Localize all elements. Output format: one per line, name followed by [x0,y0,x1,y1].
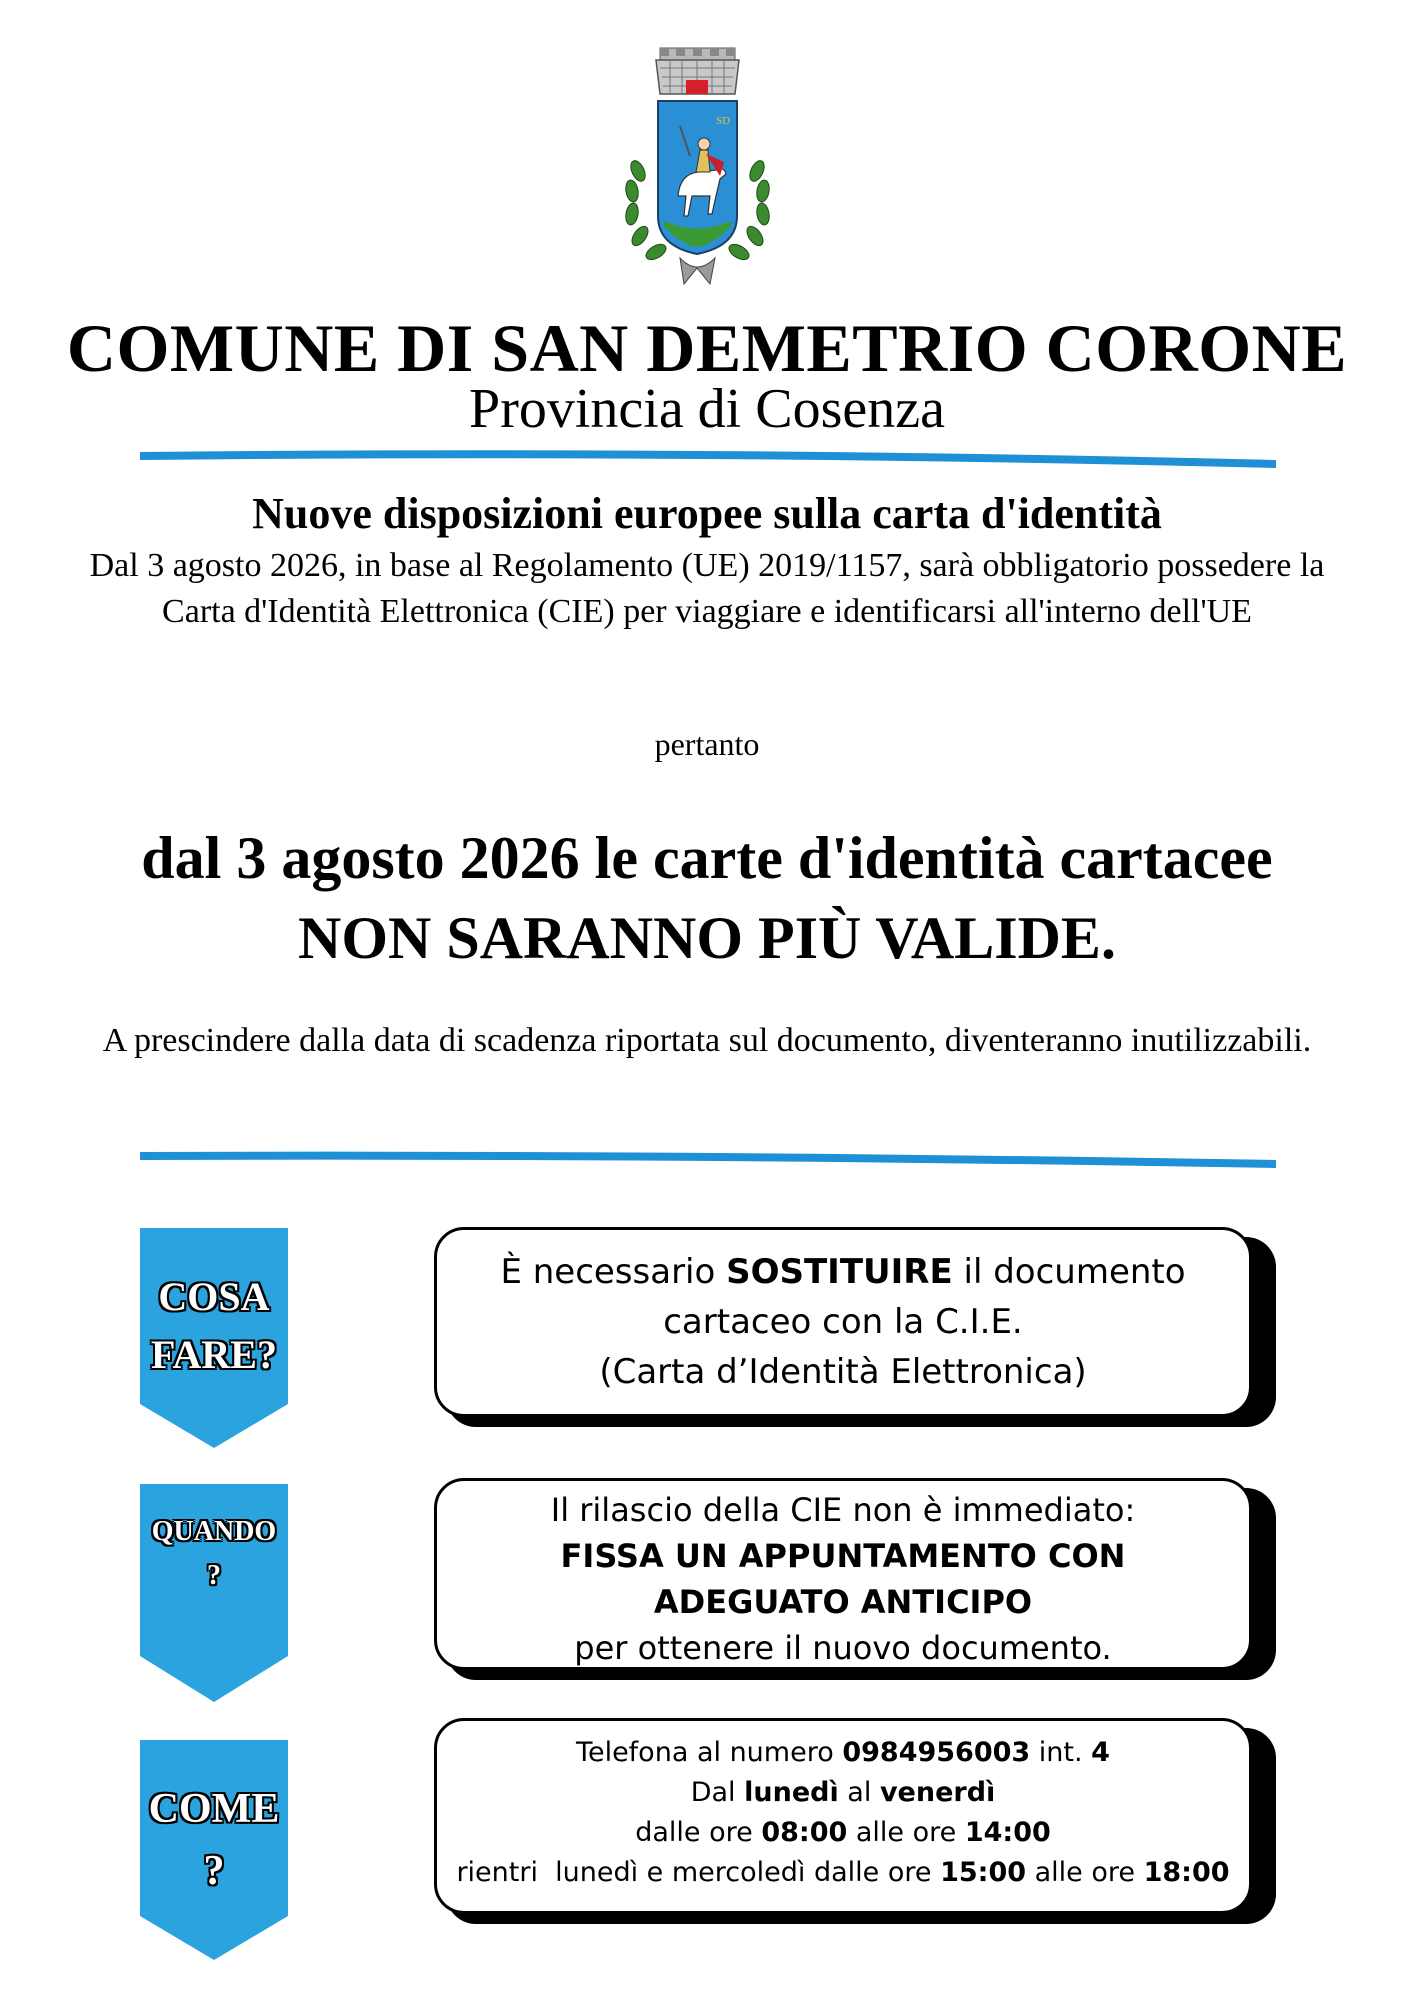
card-line: (Carta d’Identità Elettronica) [599,1352,1087,1392]
returns-line: rientri lunedì e mercoledì dalle ore 15:00 alle ore 18:00 [456,1857,1230,1888]
come-card [434,1718,1252,1914]
come-tag [140,1740,288,1960]
cosa-fare-tag [140,1228,288,1448]
card-line: cartaceo con la C.I.E. [663,1302,1023,1342]
headline [0,818,1414,978]
tag-line-2: FARE? [151,1332,277,1377]
middle-divider [140,1148,1276,1172]
quando-tag [140,1484,288,1702]
card-line: ADEGUATO ANTICIPO [653,1583,1033,1621]
tag-line-1: COME [148,1786,280,1832]
tag-line-2: ? [207,1560,221,1591]
tag-line-1: COSA [158,1274,270,1319]
headline-line-1: dal 3 agosto 2026 le carte d'identità cartacee [141,825,1273,891]
validity-note: A prescindere dalla data di scadenza riportata sul documento, diventeranno inutilizzabili. [102,1022,1312,1059]
phone-line: Telefona al numero 0984956003 int. 4 [576,1737,1110,1768]
section-title: Nuove disposizioni europee sulla carta d'identità [252,489,1162,538]
page-subtitle: Provincia di Cosenza [469,378,945,440]
card-line: Il rilascio della CIE non è immediato: [550,1491,1136,1529]
top-divider [140,446,1276,470]
days-line: Dal lunedì al venerdì [690,1777,996,1808]
coat-of-arms-icon [620,46,775,291]
card-line: FISSA UN APPUNTAMENTO CON [560,1537,1126,1575]
intro-text: Dal 3 agosto 2026, in base al Regolamento (UE) 2019/1157, sarà obbligatorio possedere la Carta d'Identità Elettronica (CIE) per viaggiare e identificarsi all'interno dell'UE [89,547,1325,630]
page-title: COMUNE DI SAN DEMETRIO CORONE [66,310,1348,386]
quando-card [434,1478,1252,1670]
phone-number: 0984956003 [842,1737,1031,1768]
tag-line-2: ? [203,1848,225,1894]
cosa-fare-card [434,1227,1252,1417]
connector-text: pertanto [654,726,760,762]
crest-letters: SD [716,115,731,127]
headline-line-2: NON SARANNO PIÙ VALIDE. [298,905,1116,971]
hours-line: dalle ore 08:00 alle ore 14:00 [635,1817,1051,1848]
card-line: per ottenere il nuovo documento. [574,1629,1112,1667]
card-line: È necessario SOSTITUIRE il documento [500,1252,1186,1292]
tag-line-1: QUANDO [151,1516,277,1547]
